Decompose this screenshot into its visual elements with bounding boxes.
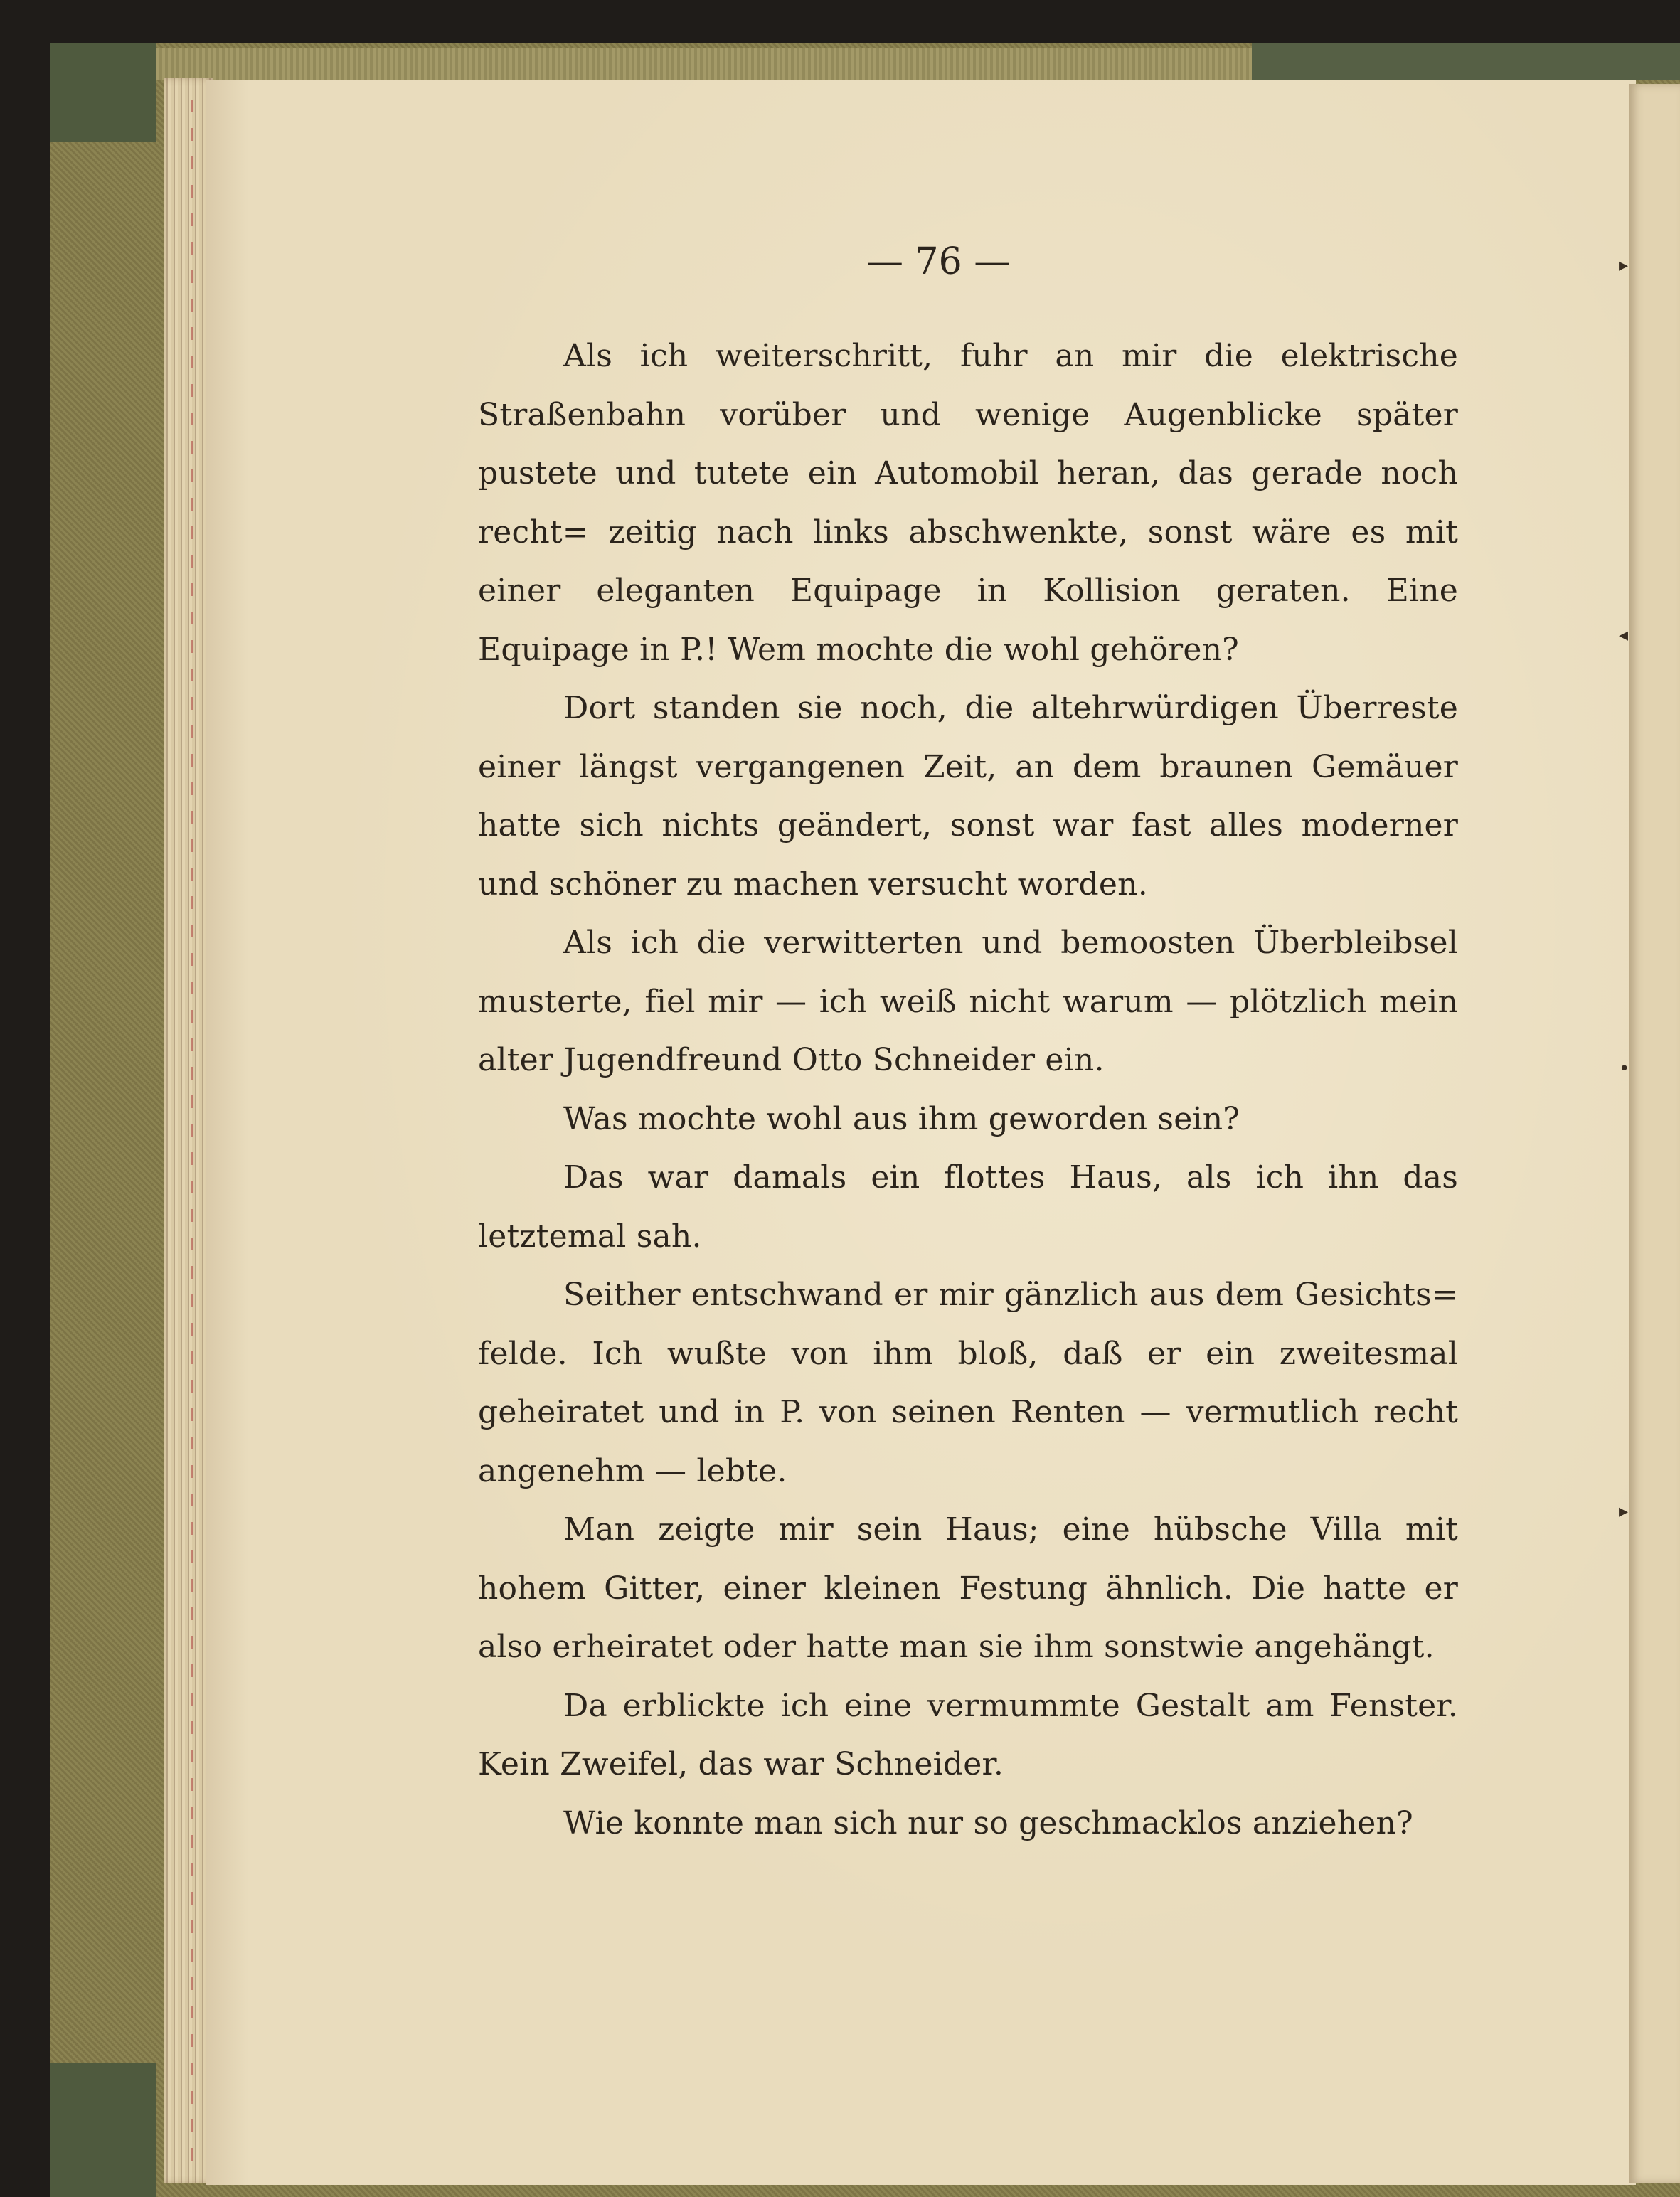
margin-mark: ▸ [1619, 255, 1629, 276]
margin-mark: • [1619, 1058, 1630, 1080]
paragraph: Man zeigte mir sein Haus; eine hübsche Villa mit hohem Gitter, einer kleinen Festung ähnlich. Die hatte er also erheiratet oder hatte man sie ihm sonstwie angehängt. [478, 1511, 1458, 1665]
body-text [478, 327, 1458, 1853]
cover-corner-bottom-left [50, 2063, 156, 2197]
paragraph: Seither entschwand er mir gänzlich aus dem Gesichts= felde. Ich wußte von ihm bloß, daß er ein zweitesmal geheiratet und in P. von seinen Renten — vermutlich recht angenehm — lebte. [478, 1277, 1458, 1489]
cover-corner-top-left [50, 43, 156, 142]
paragraph: Was mochte wohl aus ihm geworden sein? [563, 1100, 1240, 1137]
paragraph: Da erblickte ich eine vermummte Gestalt am Fenster. Kein Zweifel, das war Schneider. [478, 1687, 1458, 1782]
paragraph: Wie konnte man sich nur so geschmacklos anziehen? [563, 1804, 1413, 1841]
paragraph: Als ich weiterschritt, fuhr an mir die elektrische Straßenbahn vorüber und wenige Augenblicke später pustete und tutete ein Automobil heran, das gerade noch recht= zeitig nach links abschwenkte, sonst wäre es mit einer eleganten Equipage in Kollision geraten. Eine Equipage in P.! Wem mochte die wohl gehören? [478, 338, 1458, 668]
red-edge-speckle [191, 100, 193, 2162]
margin-mark: ◂ [1619, 624, 1629, 646]
paragraph: Als ich die verwitterten und bemoosten Überbleibsel musterte, fiel mir — ich weiß nicht warum — plötzlich mein alter Jugendfreund Otto Schneider ein. [478, 925, 1458, 1078]
cover-corner-top-right [1252, 43, 1680, 80]
paragraph: Dort standen sie noch, die altehrwürdigen Überreste einer längst vergangenen Zeit, an dem braunen Gemäuer hatte sich nichts geändert, sonst war fast alles moderner und schöner zu machen versucht worden. [478, 690, 1458, 903]
facing-page-edge [1629, 84, 1680, 2183]
page-number: — 76 — [866, 240, 1011, 283]
paragraph: Das war damals ein flottes Haus, als ich ihn das letztemal sah. [478, 1159, 1458, 1255]
margin-mark: ▸ [1619, 1501, 1629, 1522]
